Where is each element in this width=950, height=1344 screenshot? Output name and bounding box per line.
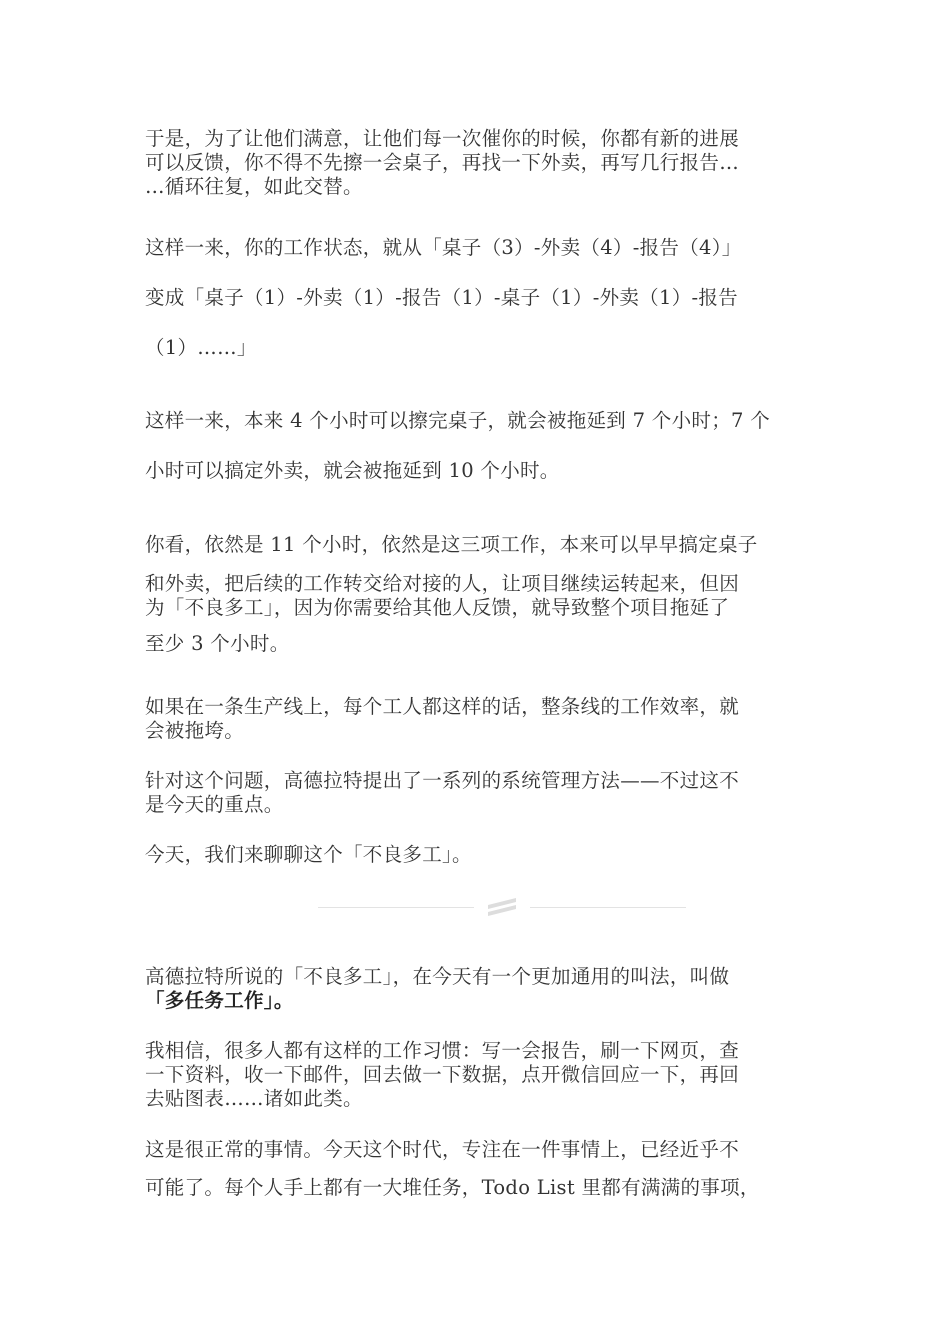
text-line: 高德拉特所说的「不良多工」，在今天有一个更加通用的叫法，叫做 [145,965,730,988]
divider-line-left [318,907,474,908]
text-line: 针对这个问题，高德拉特提出了一系列的系统管理方法——不过这不 [145,769,740,792]
paragraph-multitasking-term [145,965,810,1013]
paragraph-work-state-to [145,286,810,310]
text-line: 为「不良多工」，因为你需要给其他人反馈，就导致整个项目拖延了 [145,596,730,619]
paragraph-work-state-end [145,336,810,360]
text-line: …循环往复，如此交替。 [145,175,363,198]
text-line: 可以反馈，你不得不先擦一会桌子，再找一下外卖，再写几行报告… [145,151,740,174]
paragraph-production-line [145,695,810,743]
paragraph-today-topic [145,843,810,867]
text-line: 和外卖，把后续的工作转交给对接的人，让项目继续运转起来，但因 [145,572,740,595]
paragraph-delay-takeout [145,459,810,483]
paragraph-feedback-loop [145,127,810,199]
paragraph-goldratt-method [145,769,810,817]
paragraph-eleven-hours [145,533,810,557]
text-line: 至少 3 个小时。 [145,632,290,655]
text-line: 于是，为了让他们满意，让他们每一次催你的时候，你都有新的进展 [145,127,740,150]
text-line: 可能了。每个人手上都有一大堆任务，Todo List 里都有满满的事项， [145,1176,760,1199]
text-line: 这样一来，你的工作状态，就从「桌子（3）-外卖（4）-报告（4）」 [145,236,742,259]
text-line: 是今天的重点。 [145,793,284,816]
paragraph-handoff [145,572,810,620]
double-slash-divider-icon [486,894,518,920]
text-line: 如果在一条生产线上，每个工人都这样的话，整条线的工作效率，就 [145,695,740,718]
text-line: 我相信，很多人都有这样的工作习惯：写一会报告，刷一下网页，查 [145,1039,740,1062]
text-line: 变成「桌子（1）-外卖（1）-报告（1）-桌子（1）-外卖（1）-报告 [145,286,738,309]
paragraph-normal-thing [145,1138,810,1162]
bold-term: 「多任务工作」。 [145,989,294,1012]
paragraph-work-state-from [145,236,810,260]
text-line: （1）……」 [145,336,257,359]
text-line: 你看，依然是 11 个小时，依然是这三项工作，本来可以早早搞定桌子 [145,533,758,556]
text-line: 会被拖垮。 [145,719,245,742]
paragraph-three-hours [145,632,810,656]
divider-line-right [530,907,686,908]
paragraph-todo-list [145,1176,810,1200]
text-line: 这是很正常的事情。今天这个时代，专注在一件事情上，已经近乎不 [145,1138,740,1161]
text-line: 去贴图表……诸如此类。 [145,1087,363,1110]
text-line: 这样一来，本来 4 个小时可以擦完桌子，就会被拖延到 7 个小时；7 个 [145,409,771,432]
paragraph-work-habits [145,1039,810,1111]
text-line: 一下资料，收一下邮件，回去做一下数据，点开微信回应一下，再回 [145,1063,740,1086]
paragraph-delay-desk [145,409,810,433]
text-line: 小时可以搞定外卖，就会被拖延到 10 个小时。 [145,459,560,482]
text-line: 今天，我们来聊聊这个「不良多工」。 [145,843,472,866]
section-divider [318,894,686,920]
